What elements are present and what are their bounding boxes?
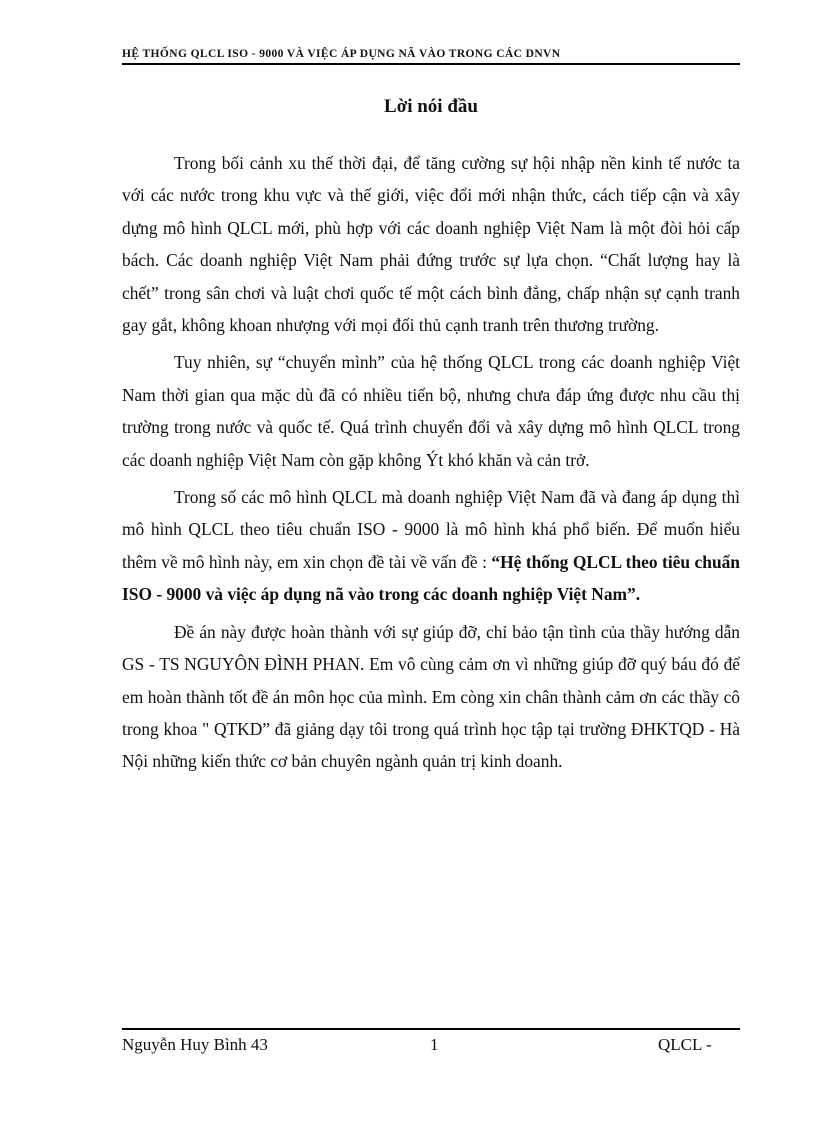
paragraph-3-text: Trong số các mô hình QLCL mà doanh nghiệp Việt Nam đã và đang áp dụng thì mô hình QLCL theo tiêu chuẩn ISO - 9000 là mô hình khá phổ biến. Để muốn hiểu thêm về mô hình này, em xin chọn đề tài về vấn đề : [122, 487, 740, 572]
document-body [122, 147, 740, 783]
thesis-title: “Hệ thống QLCL theo tiêu chuẩn ISO - 9000 và việc áp dụng nã vào trong các doanh nghiệp Việt Nam”. [122, 551, 740, 605]
footer-course: QLCL - [658, 1035, 712, 1054]
paragraph-2: Tuy nhiên, sự “chuyển mình” của hệ thống QLCL trong các doanh nghiệp Việt Nam thời gian qua mặc dù đã có nhiều tiến bộ, nhưng chưa đáp ứng được nhu cầu thị trường trong nước và quốc tế. Quá trình chuyển đổi và xây dựng mô hình QLCL trong các doanh nghiệp Việt Nam còn gặp không Ýt khó khăn và cản trở. [122, 352, 740, 470]
footer-divider [122, 1028, 740, 1030]
running-header: HỆ THỐNG QLCL ISO - 9000 VÀ VIỆC ÁP DỤNG NÃ VÀO TRONG CÁC DNVN [122, 48, 740, 65]
paragraph-4: Đề án này được hoàn thành với sự giúp đỡ, chỉ bảo tận tình của thầy hướng dẫn GS - TS NGUYÔN ĐÌNH PHAN. Em vô cùng cảm ơn vì những giúp đỡ quý báu đó để em hoàn thành tốt đề án môn học của mình. Em còng xin chân thành cảm ơn các thầy cô trong khoa " QTKD” đã giảng dạy tôi trong quá trình học tập tại trường ĐHKTQD - Hà Nội những kiến thức cơ bản chuyên ngành quản trị kinh doanh. [122, 621, 740, 772]
page-number: 1 [430, 1035, 439, 1054]
paragraph-3 [122, 481, 740, 611]
page-title: Lời nói đầu [384, 96, 478, 117]
footer-author: Nguyễn Huy Bình 43 [122, 1035, 268, 1054]
paragraph-1: Trong bối cảnh xu thế thời đại, để tăng cường sự hội nhập nền kinh tế nước ta với các nước trong khu vực và thế giới, việc đổi mới nhận thức, cách tiếp cận và xây dựng mô hình QLCL mới, phù hợp với các doanh nghiệp Việt Nam là một đòi hỏi cấp bách. Các doanh nghiệp Việt Nam phải đứng trước sự lựa chọn. “Chất lượng hay là chết” trong sân chơi và luật chơi quốc tế một cách bình đẳng, chấp nhận sự cạnh tranh gay gắt, không khoan nhượng với mọi đối thủ cạnh tranh trên thương trường. [122, 153, 740, 336]
